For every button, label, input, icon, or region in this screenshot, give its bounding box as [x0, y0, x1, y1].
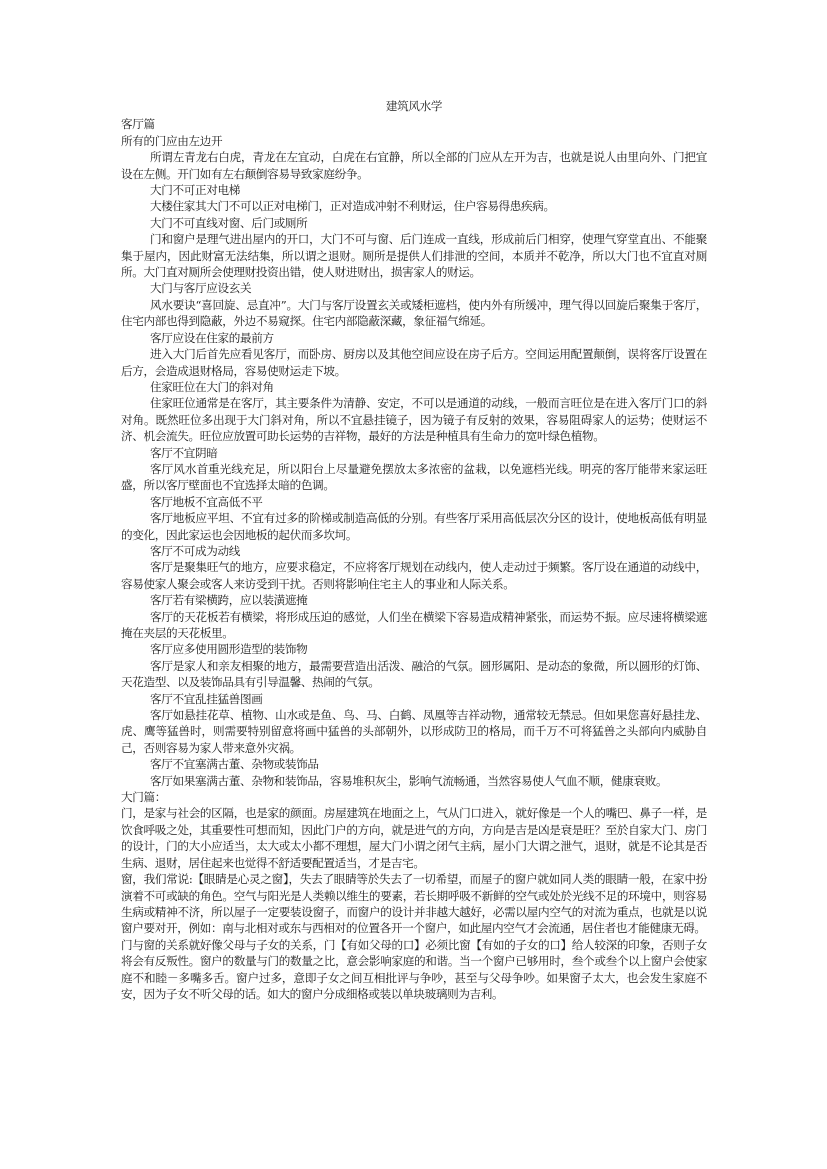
document-page — [121, 98, 707, 1002]
chapter-heading: 客厅篇 — [121, 117, 155, 132]
document-body — [121, 116, 707, 1002]
section-heading: 大门不可直线对窗、后门或厕所 — [150, 215, 308, 230]
section-heading: 大门不可正对电梯 — [150, 183, 240, 198]
paragraph: 门和窗户是理气进出屋内的开口，大门不可与窗、后门连成一直线，形成前后门相穿，使理气穿堂直出、不能聚集于屋内，因此财富无法结集，所以谓之退财。厕所是提供人们排泄的空间，本质并不乾净，所以大门也不宜直对厕所。大门直对厕所会使理财投资出错，使人财进财出，损害家人的财运。 — [121, 232, 707, 280]
section-heading: 客厅不宜乱挂猛兽图画 — [150, 691, 263, 706]
paragraph: 大楼住家其大门不可以正对电梯门，正对造成冲射不利财运，住户容易得患疾病。 — [150, 199, 555, 214]
paragraph: 门与窗的关系就好像父母与子女的关系，门【有如父母的口】必须比窗【有如的子女的口】给人较深的印象，否则子女将会有反叛性。窗户的数量与门的数量之比，意会影响家庭的和谐。当一个窗户已够用时，叁个或叁个以上窗户会使家庭不和睦－多嘴多舌。窗户过多，意即子女之间互相批评与争吵，甚至与父母争吵。如果窗子太大，也会发生家庭不安，因为子女不听父母的话。如大的窗户分成细格或装以单块玻璃则为吉利。 — [121, 937, 707, 1001]
paragraph: 客厅地板应平坦、不宜有过多的阶梯或制造高低的分别。有些客厅采用高低层次分区的设计，使地板高低有明显的变化，因此家运也会因地板的起伏而多坎坷。 — [121, 511, 707, 542]
chapter-heading: 所有的门应由左边开 — [121, 133, 223, 148]
section-heading: 客厅不宜阴暗 — [150, 445, 218, 460]
section-heading: 客厅地板不宜高低不平 — [150, 494, 263, 509]
paragraph: 客厅是家人和亲友相聚的地方，最需要营造出活泼、融洽的气氛。圆形属阳、是动态的象微，所以圆形的灯饰、天花造型、以及装饰品具有引导温馨、热闹的气氛。 — [121, 658, 707, 690]
paragraph: 门，是家与社会的区隔，也是家的颜面。房屋建筑在地面之上，气从门口进入，就好像是一个人的嘴巴、鼻子一样，是饮食呼吸之处，其重要性可想而知，因此门户的方向，就是进气的方向，方向是吉是凶是衰是旺？至於自家大门、房门的设计，门的大小应适当，太大或太小都不理想，屋大门小谓之闭气主病，屋小门大谓之泄气，退财，就是不论其是否生病、退财，居住起来也觉得不舒适要配置适当，才是吉宅。 — [121, 806, 707, 870]
section-heading: 大门与客厅应设玄关 — [150, 281, 252, 296]
section-heading: 客厅应多使用圆形造型的装饰物 — [150, 642, 308, 657]
chapter-heading: 大门篇： — [121, 790, 166, 805]
paragraph: 客厅风水首重光线充足，所以阳台上尽量避免摆放太多浓密的盆栽，以免遮档光线。明亮的客厅能带来家运旺盛，所以客厅壁面也不宜选择太暗的色调。 — [121, 461, 707, 493]
paragraph: 客厅如悬挂花草、植物、山水或是鱼、鸟、马、白鹤、凤凰等吉祥动物，通常较无禁忌。但如果您喜好悬挂龙、虎、鹰等猛兽时，则需要特别留意将画中猛兽的头部朝外，以形成防卫的格局，而千万不可将猛兽之头部向内威胁自己，否则容易为家人带来意外灾祸。 — [121, 708, 707, 755]
section-heading: 客厅应设在住家的最前方 — [150, 330, 274, 345]
paragraph: 所谓左青龙右白虎，青龙在左宜动，白虎在右宜静，所以全部的门应从左开为吉，也就是说人由里向外、门把宜设在左侧。开门如有左右颠倒容易导致家庭纷争。 — [121, 150, 707, 181]
section-heading: 住家旺位在大门的斜对角 — [150, 379, 274, 394]
paragraph: 客厅如果塞满古董、杂物和装饰品，容易堆积灰尘，影响气流畅通，当然容易使人气血不顺，健康衰败。 — [150, 773, 668, 788]
paragraph: 住家旺位通常是在客厅，其主要条件为清静、安定，不可以是通道的动线，一般而言旺位是在进入客厅门口的斜对角。既然旺位多出现于大门斜对角，所以不宜悬挂镜子，因为镜子有反射的效果，容易阻碍家人的运势；使财运不济、机会流失。旺位应放置可助长运势的吉祥物，最好的方法是种植具有生命力的宽叶绿色植物。 — [121, 396, 707, 444]
document-title: 建筑风水学 — [385, 99, 443, 113]
section-heading: 客厅不可成为动线 — [150, 543, 240, 558]
section-heading: 客厅不宜塞满古董、杂物或装饰品 — [150, 757, 319, 772]
section-heading: 客厅若有梁横跨，应以装潢遮掩 — [150, 593, 308, 608]
paragraph: 客厅的天花板若有横梁，将形成压迫的感觉，人们坐在横梁下容易造成精神紧张，而运势不振。应尽速将横梁遮掩在夹层的天花板里。 — [121, 609, 707, 640]
paragraph: 窗，我们常说:【眼睛是心灵之窗】，失去了眼睛等於失去了一切希望，而屋子的窗户就如同人类的眼睛一般，在家中扮演着不可或缺的角色。空气与阳光是人类赖以维生的要素，若长期呼吸不新鲜的空气或处於光线不足的环境中，则容易生病或精神不济，所以屋子一定要装设窗子，而窗户的设计并非越大越好，必需以屋内空气的对流为重点，也就是以说窗户要对开，例如：南与北相对或东与西相对的位置各开一个窗户，如此屋内空气才会流通，居住者也才能健康无碍。 — [121, 872, 707, 936]
paragraph: 进入大门后首先应看见客厅，而卧房、厨房以及其他空间应设在房子后方。空间运用配置颠倒，误将客厅设置在后方，会造成退财格局，容易使财运走下坡。 — [121, 347, 707, 378]
paragraph: 客厅是聚集旺气的地方，应要求稳定，不应将客厅规划在动线内，使人走动过于频繁。客厅设在通道的动线中，容易使家人聚会或客人来访受到干扰。否则将影响住宅主人的事业和人际关系。 — [121, 560, 707, 591]
paragraph: 风水要诀“喜回旋、忌直冲”。大门与客厅设置玄关或矮柜遮档，使内外有所缓冲，理气得以回旋后聚集于客厅，住宅内部也得到隐蔽，外边不易窥探。住宅内部隐蔽深藏，象征福气绵延。 — [121, 297, 707, 329]
